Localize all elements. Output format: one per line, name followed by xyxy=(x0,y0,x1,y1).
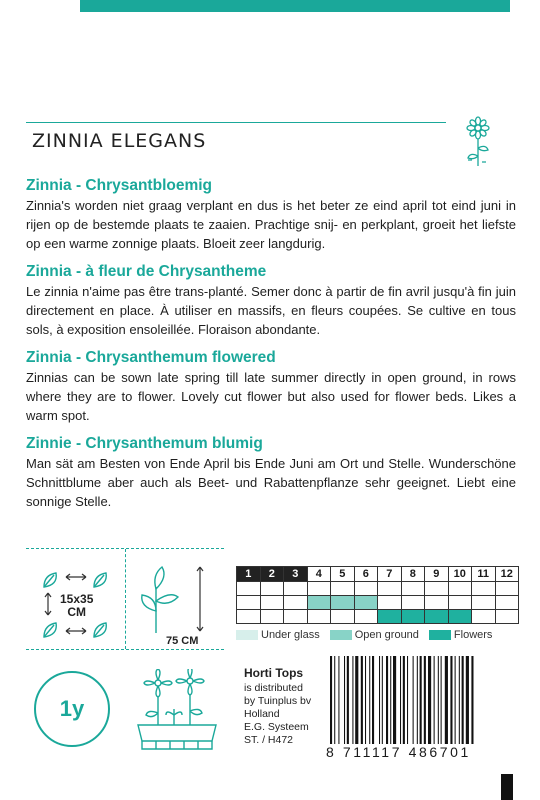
legend-item-under-glass xyxy=(236,629,320,641)
barcode-bar xyxy=(462,656,464,744)
section-heading: Zinnia - Chrysantbloemig xyxy=(26,177,213,194)
month-label: 12 xyxy=(495,567,519,582)
calendar-cell xyxy=(378,596,402,610)
calendar-cell xyxy=(260,610,284,624)
month-label: 3 xyxy=(284,567,308,582)
distributor-line: by Tuinplus bv xyxy=(244,695,312,707)
barcode-bar xyxy=(400,656,401,744)
barcode xyxy=(328,656,518,744)
calendar-cell xyxy=(354,610,378,624)
barcode-bar xyxy=(393,656,396,744)
barcode-bar xyxy=(459,656,460,744)
barcode-bar xyxy=(369,656,370,744)
flower-tray-icon xyxy=(132,669,222,753)
barcode-bar xyxy=(334,656,335,744)
barcode-bar xyxy=(466,656,469,744)
barcode-bar xyxy=(379,656,380,744)
legend-label: Open ground xyxy=(354,629,419,641)
barcode-bar xyxy=(390,656,391,744)
distributor-info xyxy=(244,667,311,747)
distributor-line: ST. / H472 xyxy=(244,734,294,746)
barcode-bar xyxy=(403,656,405,744)
barcode-bar xyxy=(355,656,358,744)
title-rule xyxy=(26,122,446,123)
calendar-cell xyxy=(284,610,308,624)
barcode-bar xyxy=(330,656,332,744)
calendar-cell xyxy=(354,582,378,596)
calendar-cell xyxy=(378,582,402,596)
month-header-row xyxy=(237,567,519,582)
month-label: 8 xyxy=(401,567,425,582)
barcode-bar xyxy=(347,656,349,744)
barcode-bar xyxy=(441,656,442,744)
calendar-cell-flowers xyxy=(448,610,472,624)
calendar-cell xyxy=(237,582,261,596)
calendar-cell xyxy=(260,596,284,610)
barcode-bar xyxy=(365,656,366,744)
divider xyxy=(26,649,224,650)
calendar-cell-open-ground xyxy=(331,596,355,610)
distributor-line: E.G. Systeem xyxy=(244,721,309,733)
annual-badge xyxy=(34,671,110,747)
section-heading: Zinnia - à fleur de Chrysantheme xyxy=(26,263,267,280)
flower-sketch-icon xyxy=(462,116,494,168)
barcode-bar xyxy=(407,656,408,744)
calendar-cell xyxy=(472,582,496,596)
calendar-legend xyxy=(236,629,516,641)
barcode-bar xyxy=(424,656,426,744)
calendar-cell xyxy=(425,596,449,610)
divider xyxy=(125,549,126,649)
description-sections xyxy=(26,176,516,520)
plant-height-icon xyxy=(138,561,218,635)
month-label: 2 xyxy=(260,567,284,582)
page-title: ZINNIA ELEGANS xyxy=(32,130,207,152)
calendar-cell xyxy=(331,610,355,624)
lifecycle-label: 1y xyxy=(59,696,85,721)
calendar-cell-flowers xyxy=(401,610,425,624)
barcode-bar xyxy=(344,656,345,744)
section-french xyxy=(26,262,516,339)
section-dutch xyxy=(26,176,516,253)
legend-label: Flowers xyxy=(453,629,493,641)
barcode-bar xyxy=(438,656,439,744)
registration-mark xyxy=(501,774,513,800)
spacing-unit: CM xyxy=(67,605,87,619)
section-body: Le zinnia n'aime pas être trans-planté. Semer donc à partir de fin avril jusqu'à fin juin directement en place. À utiliser en massifs, en fleurs coupées. Se cultive en tous sols, à exposition ensoleillée. Floraison abondante. xyxy=(26,284,516,337)
top-accent-bar xyxy=(80,0,510,12)
title-row xyxy=(26,110,516,170)
calendar-cell xyxy=(401,582,425,596)
calendar-cell xyxy=(448,582,472,596)
barcode-bar xyxy=(338,656,339,744)
calendar-cell-flowers xyxy=(425,610,449,624)
calendar-cell xyxy=(237,610,261,624)
barcode-bar xyxy=(386,656,388,744)
section-english xyxy=(26,348,516,425)
legend-swatch xyxy=(330,630,352,640)
section-heading: Zinnia - Chrysanthemum flowered xyxy=(26,349,276,366)
legend-swatch xyxy=(429,630,451,640)
calendar-cell xyxy=(495,596,519,610)
section-body: Man sät am Besten von Ende April bis Ende Juni am Ort und Stelle. Wunderschöne Schnittblume aber auch als Beet- und Rabattenpflanze sehr geeignet. Liebt eine sonnige Stelle. xyxy=(26,456,516,509)
barcode-number: 8 711117 486701 xyxy=(326,744,471,760)
calendar-cell xyxy=(307,610,331,624)
calendar-cell xyxy=(472,596,496,610)
calendar-cell xyxy=(495,610,519,624)
month-label: 9 xyxy=(425,567,449,582)
section-german xyxy=(26,434,516,511)
barcode-bar xyxy=(428,656,431,744)
calendar-cell xyxy=(401,596,425,610)
barcode-bar xyxy=(455,656,456,744)
calendar-cell-open-ground xyxy=(354,596,378,610)
calendar-cell-flowers xyxy=(378,610,402,624)
calendar-cell xyxy=(284,596,308,610)
section-heading: Zinnie - Chrysanthemum blumig xyxy=(26,435,263,452)
section-body: Zinnias can be sown late spring till late summer directly in open ground, in rows where they are to flower. Lovely cut flower but also used for flower beds. Likes a warm spot. xyxy=(26,370,516,423)
legend-item-flowers xyxy=(429,629,493,641)
barcode-bar xyxy=(361,656,363,744)
calendar-cell xyxy=(448,596,472,610)
legend-label: Under glass xyxy=(261,629,320,641)
barcode-bar xyxy=(413,656,414,744)
barcode-bar xyxy=(445,656,448,744)
spacing-value: 15x35 xyxy=(60,592,94,606)
barcode-bar xyxy=(352,656,353,744)
distributor-line: is distributed xyxy=(244,682,303,694)
calendar-cell-open-ground xyxy=(307,596,331,610)
height-label: 75 CM xyxy=(166,635,199,647)
barcode-bar xyxy=(382,656,383,744)
legend-swatch xyxy=(236,630,258,640)
month-label: 10 xyxy=(448,567,472,582)
barcode-bar xyxy=(450,656,452,744)
month-label: 1 xyxy=(237,567,261,582)
barcode-bar xyxy=(434,656,435,744)
legend-item-open-ground xyxy=(330,629,419,641)
open-ground-row xyxy=(237,596,519,610)
spacing-label xyxy=(60,593,93,619)
month-label: 4 xyxy=(307,567,331,582)
sowing-calendar xyxy=(236,566,519,624)
month-label: 5 xyxy=(331,567,355,582)
month-label: 7 xyxy=(378,567,402,582)
under-glass-row xyxy=(237,582,519,596)
calendar-cell xyxy=(495,582,519,596)
distributor-line: Holland xyxy=(244,708,280,720)
section-body: Zinnia's worden niet graag verplant en dus is het beter ze eind april tot eind juni in rijen op de bestemde plaats te zaaien. Prachtige snij- en perkplant, groeit het liefste op een warme zonnige plaats. Bloeit zeer langdurig. xyxy=(26,198,516,251)
barcode-bar xyxy=(417,656,418,744)
barcode-bar xyxy=(372,656,374,744)
barcode-bar xyxy=(471,656,473,744)
calendar-cell xyxy=(260,582,284,596)
growing-icons-panel xyxy=(26,548,224,758)
month-label: 6 xyxy=(354,567,378,582)
calendar-cell xyxy=(331,582,355,596)
barcode-bar xyxy=(420,656,422,744)
calendar-cell xyxy=(472,610,496,624)
calendar-cell xyxy=(425,582,449,596)
month-label: 11 xyxy=(472,567,496,582)
calendar-cell xyxy=(237,596,261,610)
calendar-cell xyxy=(284,582,308,596)
calendar-cell xyxy=(307,582,331,596)
flowers-row xyxy=(237,610,519,624)
brand-name: Horti Tops xyxy=(244,666,304,680)
